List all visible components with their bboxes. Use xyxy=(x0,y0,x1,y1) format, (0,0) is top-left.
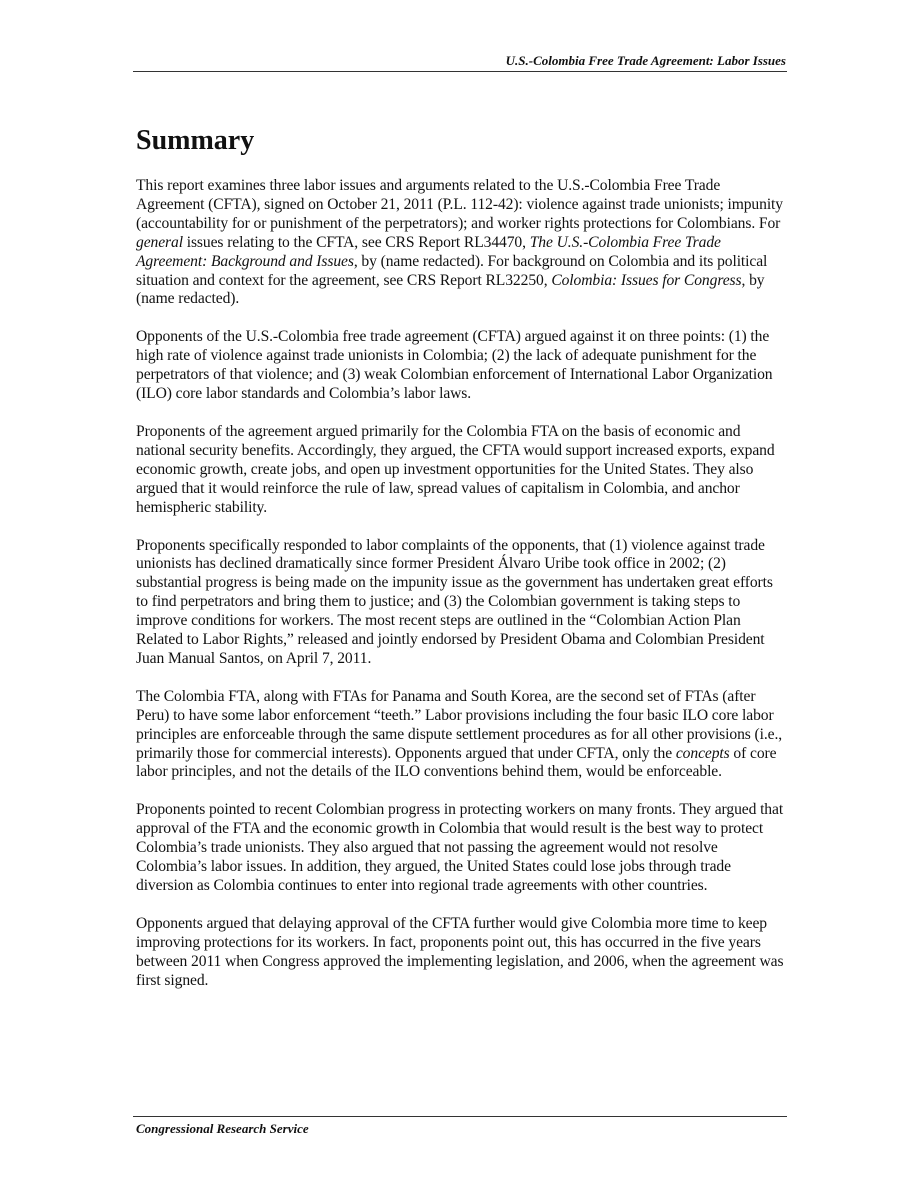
footer-rule xyxy=(133,1116,787,1117)
paragraph-1 xyxy=(136,177,786,309)
paragraph-4: Proponents specifically responded to labor complaints of the opponents, that (1) violence against trade unionists has declined dramatically since former President Álvaro Uribe took office in 2002; (2) substantial progress is being made on the impunity issue as the government has undertaken great efforts to find perpetrators and bring them to justice; and (3) the Colombian government is taking steps to improve conditions for workers. The most recent steps are outlined in the “Colombian Action Plan Related to Labor Rights,” released and jointly endorsed by President Obama and Colombian President Juan Manual Santos, on April 7, 2011. xyxy=(136,536,773,667)
paragraph-1-report-title-cfta: The U.S.-Colombia Free Trade Agreement: Background and Issues xyxy=(136,233,721,270)
paragraph-5-text-a: The Colombia FTA, along with FTAs for Panama and South Korea, are the second set of FTAs (after Peru) to have some labor enforcement “teeth.” Labor provisions including the four basic ILO core labor principles are enforceable through the same dispute settlement procedures as for all other provisions (i.e., primarily those for commercial interests). Opponents argued that under CFTA, only the xyxy=(136,687,783,762)
running-footer-organization: Congressional Research Service xyxy=(136,1121,309,1136)
paragraph-1-italic-general: general xyxy=(136,233,183,251)
paragraph-5-text-c: of core labor principles, and not the details of the ILO conventions behind them, would be enforceable. xyxy=(136,744,777,781)
header-rule xyxy=(133,71,787,72)
paragraph-2: Opponents of the U.S.-Colombia free trade agreement (CFTA) argued against it on three points: (1) the high rate of violence against trade unionists in Colombia; (2) the lack of adequate punishment for the perpetrators of that violence; and (3) weak Colombian enforcement of International Labor Organization (ILO) core labor standards and Colombia’s labor laws. xyxy=(136,328,773,403)
paragraph-6: Proponents pointed to recent Colombian progress in protecting workers on many fronts. They argued that approval of the FTA and the economic growth in Colombia that would result is the best way to protect Colombia’s trade unionists. They also argued that not passing the agreement would not resolve Colombia’s labor issues. In addition, they argued, the United States could lose jobs through trade diversion as Colombia continues to enter into regional trade agreements with other countries. xyxy=(136,801,784,894)
paragraph-1-text-a: This report examines three labor issues and arguments related to the U.S.-Colombia Free Trade Agreement (CFTA), signed on October 21, 2011 (P.L. 112-42): violence against trade unionists; impunity (accountability for or punishment of the perpetrators); and worker rights protections for Colombians. For xyxy=(136,177,783,232)
paragraph-1-text-c: issues relating to the CFTA, see CRS Report RL34470, xyxy=(182,233,530,251)
paragraph-3: Proponents of the agreement argued primarily for the Colombia FTA on the basis of economic and national security benefits. Accordingly, they argued, the CFTA would support increased exports, expand economic growth, create jobs, and open up investment opportunities for the United States. They also argued that it would reinforce the rule of law, spread values of capitalism in Colombia, and anchor hemispheric stability. xyxy=(136,422,775,516)
paragraph-5-italic-concepts: concepts xyxy=(675,744,730,762)
running-header-title: U.S.-Colombia Free Trade Agreement: Labor Issues xyxy=(505,53,786,68)
paragraph-7: Opponents argued that delaying approval of the CFTA further would give Colombia more time to keep improving protections for its workers. In fact, proponents point out, this has occurred in the five years between 2011 when Congress approved the implementing legislation, and 2006, when the agreement was first signed. xyxy=(136,914,784,989)
section-title: Summary xyxy=(136,125,255,156)
paragraph-1-report-title-colombia: Colombia: Issues for Congress xyxy=(551,271,742,289)
paragraph-1-text-e: , by (name redacted). For background on Colombia and its political situation and context for the agreement, see CRS Report RL32250, xyxy=(136,252,768,289)
paragraph-5 xyxy=(136,688,786,783)
paragraph-1-text-g: , by (name redacted). xyxy=(136,271,765,308)
summary-body xyxy=(136,177,786,1010)
